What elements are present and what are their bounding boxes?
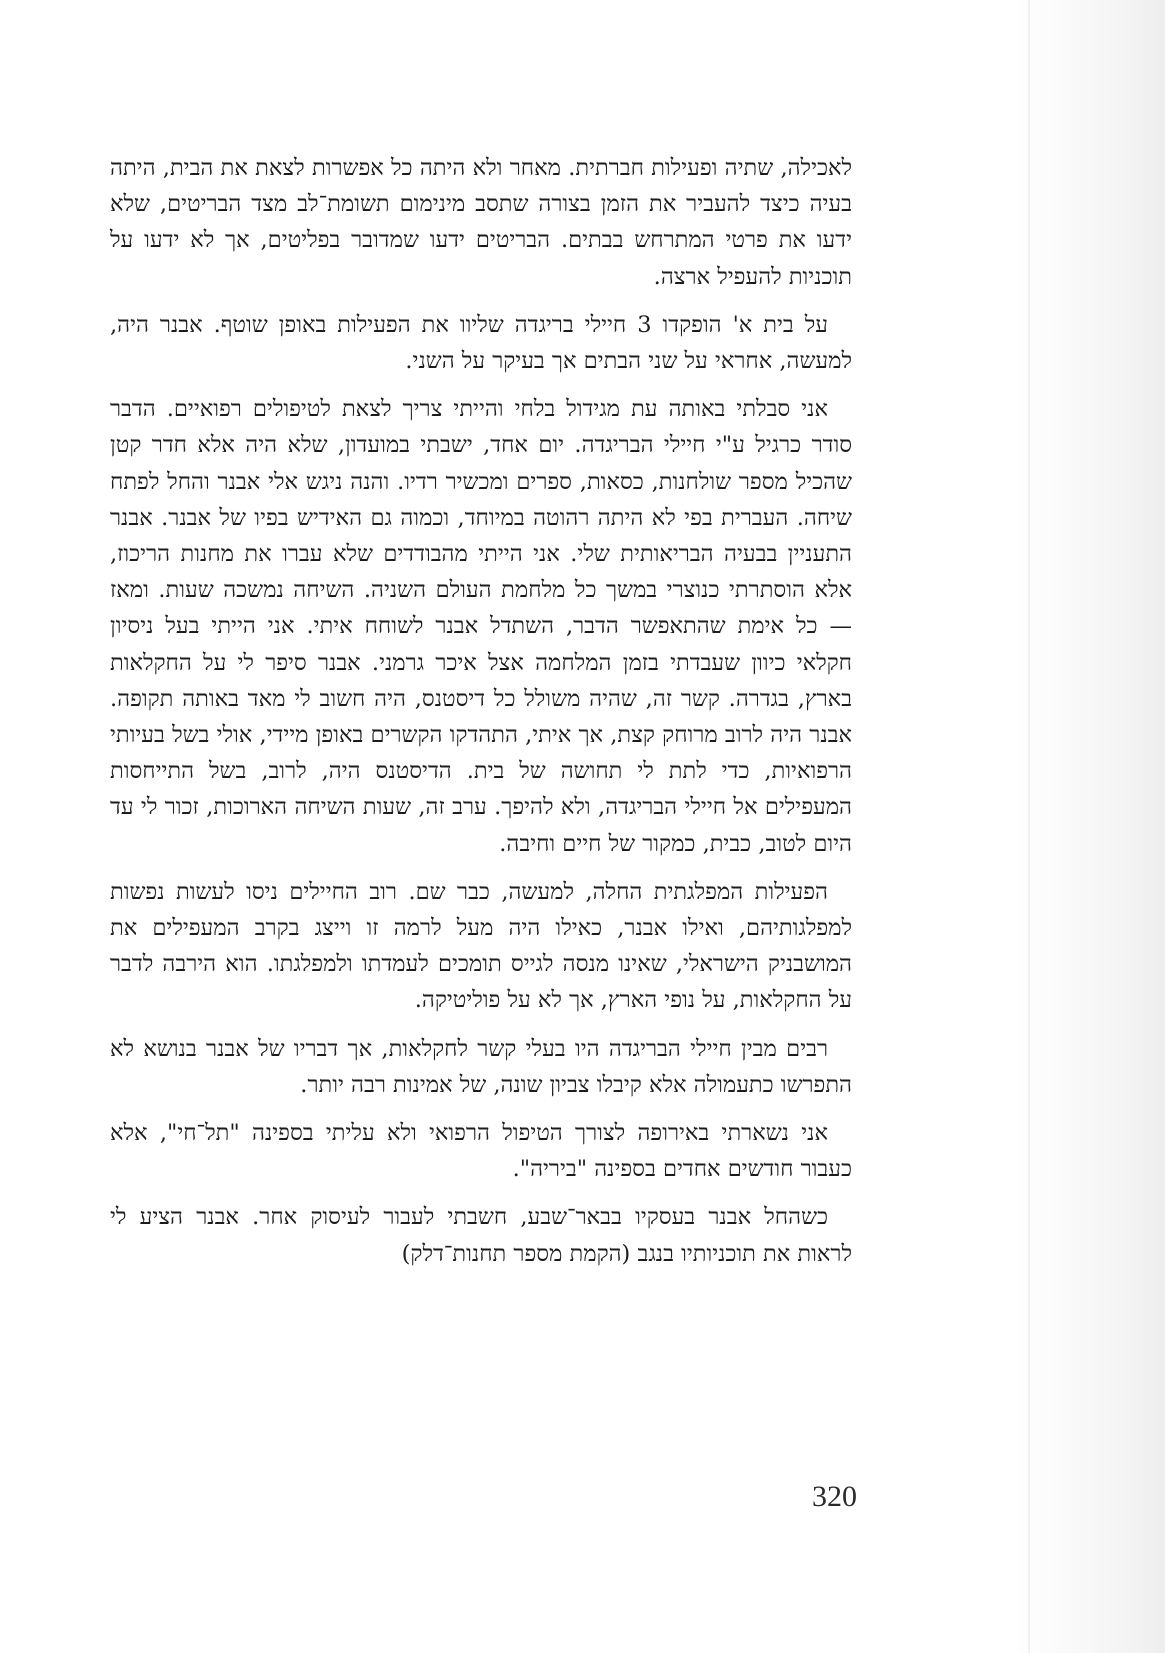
body-text — [110, 150, 852, 1284]
page-edge-shadow — [1015, 0, 1165, 1653]
paragraph-3: אני סבלתי באותה עת מגידול בלחי והייתי צריך לצאת לטיפולים רפואיים. הדבר סודר כרגיל ע"י חיילי הבריגדה. יום אחד, ישבתי במועדון, שלא היה אלא חדר קטן שהכיל מספר שולחנות, כסאות, ספרים ומכשיר רדיו. והנה ניגש אלי אבנר והחל לפתח שיחה. העברית בפי לא היתה רהוטה במיוחד, וכמוה גם האידיש בפיו של אבנר. אבנר התעניין בבעיה הבריאותית שלי. אני הייתי מהבודדים שלא עברו את מחנות הריכוז, אלא הוסתרתי כנוצרי במשך כל מלחמת העולם השניה. השיחה נמשכה שעות. ומאז — כל אימת שהתאפשר הדבר, השתדל אבנר לשוחח איתי. אני הייתי בעל ניסיון חקלאי כיוון שעבדתי בזמן המלחמה אצל איכר גרמני. אבנר סיפר לי על החקלאות בארץ, בגדרה. קשר זה, שהיה משולל כל דיסטנס, היה חשוב לי מאד באותה תקופה. אבנר היה לרוב מרוחק קצת, אך איתי, התהדקו הקשרים באופן מיידי, אולי בשל בעיותי הרפואיות, כדי לתת לי תחושה של בית. הדיסטנס היה, לרוב, בשל התייחסות המעפילים אל חיילי הבריגדה, ולא להיפך. ערב זה, שעות השיחה הארוכות, זכור לי עד היום לטוב, כבית, כמקור של חיים וחיבה. — [110, 396, 852, 857]
paragraph-1: לאכילה, שתיה ופעילות חברתית. מאחר ולא היתה כל אפשרות לצאת את הבית, היתה בעיה כיצד להעביר את הזמן בצורה שתסב מינימום תשומת־לב מצד הבריטים, שלא ידעו את פרטי המתרחש בבתים. הבריטים ידעו שמדובר בפליטים, אך לא ידעו על תוכניות להעפיל ארצה. — [110, 155, 852, 290]
page-fold — [1028, 0, 1030, 1653]
paragraph-5: רבים מבין חיילי הבריגדה היו בעלי קשר לחקלאות, אך דבריו של אבנר בנושא לא התפרשו כתעמולה אלא קיבלו צביון שונה, של אמינות רבה יותר. — [110, 1035, 852, 1098]
paragraph-6: אני נשארתי באירופה לצורך הטיפול הרפואי ולא עליתי בספינה "תל־חי", אלא כעבור חודשים אחדים בספינה "ביריה". — [110, 1120, 852, 1183]
paragraph-2: על בית א' הופקדו 3 חיילי בריגדה שליוו את הפעילות באופן שוטף. אבנר היה, למעשה, אחראי על שני הבתים אך בעיקר על השני. — [110, 311, 852, 375]
page-number: 320 — [812, 1480, 857, 1513]
paragraph-4: הפעילות המפלגתית החלה, למעשה, כבר שם. רוב החיילים ניסו לעשות נפשות למפלגותיהם, ואילו אבנר, כאילו היה מעל לרמה זו וייצג בקרב המעפילים את המושבניק הישראלי, שאינו מנסה לגייס תומכים לעמדתו ולמפלגתו. הוא הירבה לדבר על החקלאות, על נופי הארץ, אך לא על פוליטיקה. — [110, 878, 852, 1014]
paragraph-7: כשהחל אבנר בעסקיו בבאר־שבע, חשבתי לעבור לעיסוק אחר. אבנר הציע לי לראות את תוכניותיו בנגב (הקמת מספר תחנות־דלק) — [110, 1204, 852, 1267]
